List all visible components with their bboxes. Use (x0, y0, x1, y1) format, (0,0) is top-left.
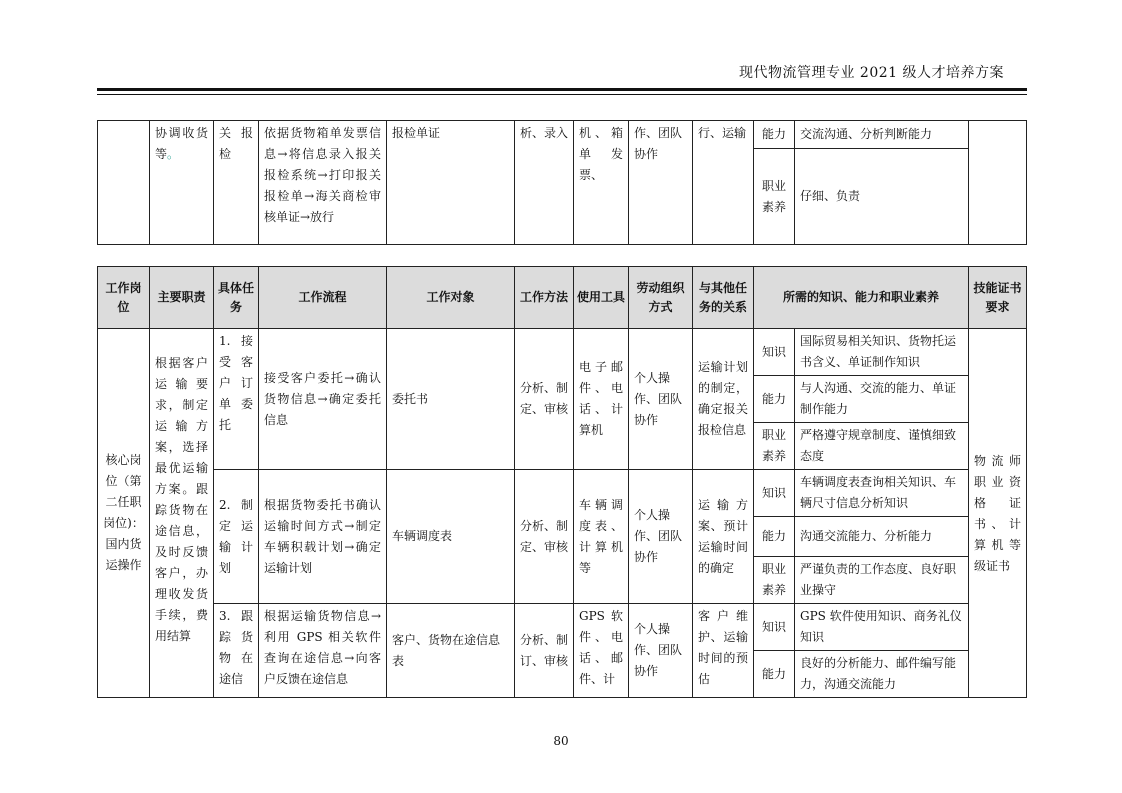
t1-quality-text: 交流沟通、分析判断能力 (795, 121, 969, 149)
org-cell: 个人操作、团队协作 (629, 470, 693, 604)
quality-label: 知识 (754, 604, 795, 651)
t1-quality-label: 职业素养 (754, 149, 795, 245)
quality-label: 能力 (754, 517, 795, 557)
quality-text: 沟通交流能力、分析能力 (795, 517, 969, 557)
tool-cell: GPS 软件、电话、邮件、计 (574, 604, 629, 698)
object-cell: 车辆调度表 (387, 470, 515, 604)
quality-text: 良好的分析能力、邮件编写能力，沟通交流能力 (795, 651, 969, 698)
object-cell: 委托书 (387, 329, 515, 470)
relation-cell: 运输方案、预计运输时间的确定 (693, 470, 754, 604)
quality-text: GPS 软件使用知识、商务礼仪知识 (795, 604, 969, 651)
header-cert: 技能证书要求 (969, 267, 1027, 329)
t1-quality-label: 能力 (754, 121, 795, 149)
t1-object-cell: 报检单证 (387, 121, 515, 245)
header-rule-thick (97, 88, 1027, 91)
tool-cell: 电子邮件、电话、计算机 (574, 329, 629, 470)
page-number: 80 (553, 734, 569, 748)
t1-quality-text: 仔细、负责 (795, 149, 969, 245)
org-cell: 个人操作、团队协作 (629, 329, 693, 470)
method-cell: 分析、制定、审核 (515, 470, 574, 604)
header-post: 工作岗位 (98, 267, 150, 329)
quality-label: 知识 (754, 329, 795, 376)
continuation-table (97, 120, 1027, 245)
quality-label: 能力 (754, 651, 795, 698)
duty-cell: 根据客户运输要求，制定运输方案，选择最优运输方案。跟踪货物在途信息，及时反馈客户，办理收发货手续，费用结算 (150, 329, 214, 698)
quality-text: 严格遵守规章制度、谨慎细致态度 (795, 423, 969, 470)
header-task: 具体任务 (214, 267, 259, 329)
cert-cell: 物流师职业资格证书、计算机等级证书 (969, 329, 1027, 698)
header-relation: 与其他任务的关系 (693, 267, 754, 329)
org-cell: 个人操作、团队协作 (629, 604, 693, 698)
work-post-table (97, 266, 1027, 698)
quality-label: 职业素养 (754, 557, 795, 604)
flow-cell: 接受客户委托→确认货物信息→确定委托信息 (259, 329, 387, 470)
method-cell: 分析、制定、审核 (515, 329, 574, 470)
document-header-title: 现代物流管理专业 2021 级人才培养方案 (738, 65, 1004, 81)
header-quality: 所需的知识、能力和职业素养 (754, 267, 969, 329)
quality-text: 车辆调度表查询相关知识、车辆尺寸信息分析知识 (795, 470, 969, 517)
flow-cell: 根据运输货物信息→利用 GPS 相关软件查询在途信息→向客户反馈在途信息 (259, 604, 387, 698)
header-object: 工作对象 (387, 267, 515, 329)
object-cell: 客户、货物在途信息表 (387, 604, 515, 698)
relation-cell: 客户维护、运输时间的预估 (693, 604, 754, 698)
quality-label: 职业素养 (754, 423, 795, 470)
t1-post-cell (98, 121, 150, 245)
quality-text: 严谨负责的工作态度、良好职业操守 (795, 557, 969, 604)
header-rule-thin (97, 94, 1027, 95)
t1-task-cell: 关 报检 (214, 121, 259, 245)
quality-label: 能力 (754, 376, 795, 423)
method-cell: 分析、制订、审核 (515, 604, 574, 698)
task-cell: 3. 跟踪货物在途信 (214, 604, 259, 698)
quality-label: 知识 (754, 470, 795, 517)
header-org: 劳动组织方式 (629, 267, 693, 329)
t1-method-cell: 析、录入 (515, 121, 574, 245)
header-method: 工作方法 (515, 267, 574, 329)
t1-cert-cell (969, 121, 1027, 245)
quality-text: 国际贸易相关知识、货物托运书含义、单证制作知识 (795, 329, 969, 376)
t1-tool-cell: 机、箱单 发票、 (574, 121, 629, 245)
header-tool: 使用工具 (574, 267, 629, 329)
task-cell: 2. 制定运输计划 (214, 470, 259, 604)
t1-relation-cell: 行、运输 (693, 121, 754, 245)
relation-cell: 运输计划的制定，确定报关报检信息 (693, 329, 754, 470)
quality-text: 与人沟通、交流的能力、单证制作能力 (795, 376, 969, 423)
t1-duty-cell: 协调收货等。 (150, 121, 214, 245)
flow-cell: 根据货物委托书确认运输时间方式→制定车辆积载计划→确定运输计划 (259, 470, 387, 604)
header-flow: 工作流程 (259, 267, 387, 329)
tool-cell: 车辆调度表、计算机等 (574, 470, 629, 604)
header-duty: 主要职责 (150, 267, 214, 329)
task-cell: 1. 接受客户订单委托 (214, 329, 259, 470)
post-cell: 核心岗位（第二任职岗位)：国内货运操作 (98, 329, 150, 698)
t1-flow-cell: 依据货物箱单发票信息→将信息录入报关报检系统→打印报关报检单→海关商检审核单证→放行 (259, 121, 387, 245)
t1-org-cell: 作、团队协作 (629, 121, 693, 245)
